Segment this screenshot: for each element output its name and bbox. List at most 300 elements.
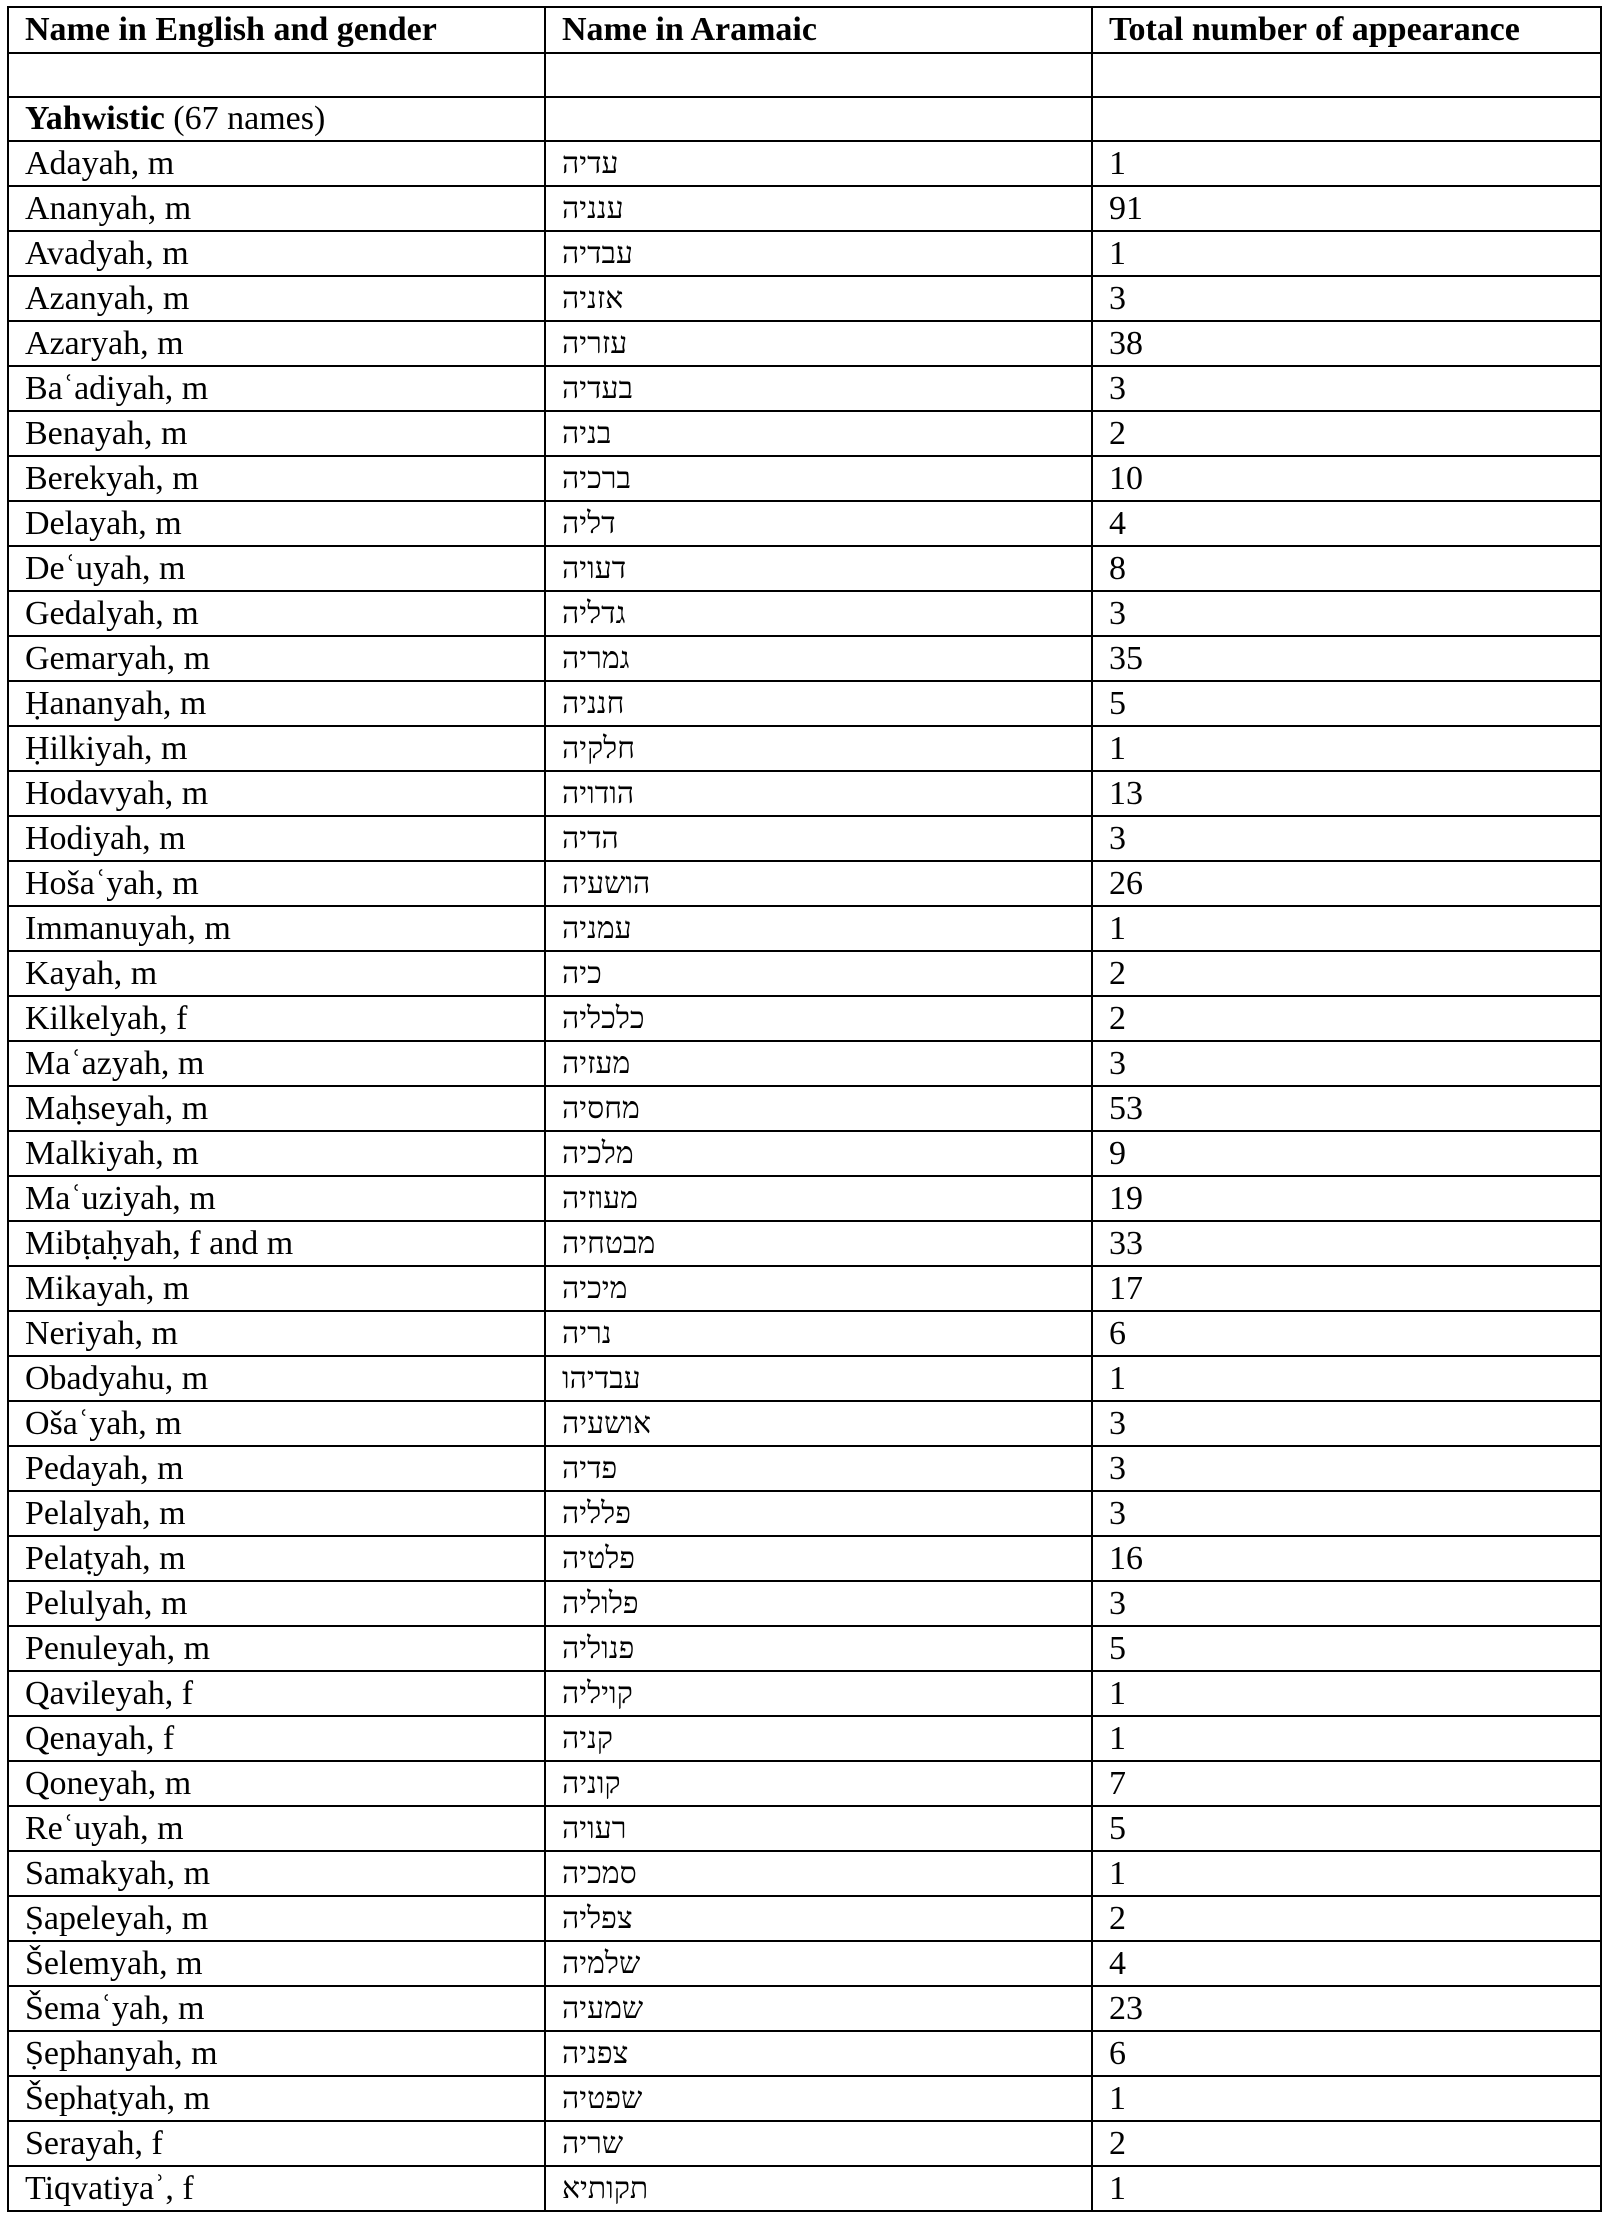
count-cell — [1092, 2121, 1601, 2166]
aramaic-name: עבדיהו — [562, 1361, 641, 1396]
count: 1 — [1109, 234, 1126, 272]
count-cell — [1092, 951, 1601, 996]
aramaic-name-cell — [545, 2076, 1092, 2121]
english-name-cell — [8, 996, 545, 1041]
english-name: Qoneyah, m — [25, 1764, 192, 1802]
count: 1 — [1109, 1674, 1126, 1712]
english-name: Adayah, m — [25, 144, 175, 182]
english-name-cell — [8, 186, 545, 231]
count: 5 — [1109, 1809, 1126, 1847]
aramaic-name: חנניה — [562, 686, 625, 721]
count: 5 — [1109, 1629, 1126, 1667]
count-cell — [1092, 1311, 1601, 1356]
english-name-cell — [8, 1131, 545, 1176]
count: 33 — [1109, 1224, 1143, 1262]
aramaic-name: שפטיה — [562, 2081, 643, 2116]
count-cell — [1092, 1491, 1601, 1536]
count-cell — [1092, 1716, 1601, 1761]
aramaic-name: אושעיה — [562, 1406, 652, 1441]
count: 4 — [1109, 1944, 1126, 1982]
aramaic-name: סמכיה — [562, 1856, 637, 1891]
header-english-name: Name in English and gender — [8, 7, 545, 53]
count-cell — [1092, 501, 1601, 546]
count-cell — [1092, 231, 1601, 276]
english-name: Hodavyah, m — [25, 774, 209, 812]
table-row — [8, 1761, 1601, 1806]
english-name-cell — [8, 1896, 545, 1941]
english-name-cell — [8, 2076, 545, 2121]
table-row — [8, 636, 1601, 681]
table-row — [8, 1266, 1601, 1311]
english-name-cell — [8, 2166, 545, 2211]
english-name-cell — [8, 1446, 545, 1491]
aramaic-name: דליה — [562, 506, 616, 541]
aramaic-name: פלוליה — [562, 1586, 639, 1621]
english-name: Samakyah, m — [25, 1854, 211, 1892]
english-name: Immanuyah, m — [25, 909, 231, 947]
count: 1 — [1109, 1719, 1126, 1757]
count-cell — [1092, 1806, 1601, 1851]
aramaic-name-cell — [545, 1536, 1092, 1581]
aramaic-name-cell — [545, 321, 1092, 366]
aramaic-name: כלכליה — [562, 1001, 645, 1036]
count-cell — [1092, 1581, 1601, 1626]
english-name-cell — [8, 771, 545, 816]
english-name: Serayah, f — [25, 2124, 163, 2162]
english-name: Maʿazyah, m — [25, 1044, 205, 1082]
english-name: Delayah, m — [25, 504, 182, 542]
aramaic-name-cell — [545, 546, 1092, 591]
english-name-cell — [8, 546, 545, 591]
table-row — [8, 231, 1601, 276]
table-row — [8, 1131, 1601, 1176]
english-name: Hošaʿyah, m — [25, 864, 199, 902]
table-row — [8, 1311, 1601, 1356]
table-row — [8, 141, 1601, 186]
count-cell — [1092, 1041, 1601, 1086]
count: 26 — [1109, 864, 1143, 902]
count-cell — [1092, 1446, 1601, 1491]
count: 1 — [1109, 729, 1126, 767]
count-cell — [1092, 681, 1601, 726]
english-name: Deʿuyah, m — [25, 549, 186, 587]
count: 1 — [1109, 2169, 1126, 2207]
count: 2 — [1109, 1899, 1126, 1937]
english-name: Tiqvatiyaʾ, f — [25, 2169, 194, 2207]
aramaic-name: מחסיה — [562, 1091, 640, 1126]
table-row — [8, 276, 1601, 321]
aramaic-name: פנוליה — [562, 1631, 635, 1666]
english-name: Pelalyah, m — [25, 1494, 186, 1532]
count: 2 — [1109, 414, 1126, 452]
english-name: Kayah, m — [25, 954, 158, 992]
count: 2 — [1109, 999, 1126, 1037]
english-name-cell — [8, 321, 545, 366]
english-name: Avadyah, m — [25, 234, 189, 272]
english-name-cell — [8, 456, 545, 501]
count: 6 — [1109, 2034, 1126, 2072]
table-row — [8, 1716, 1601, 1761]
count: 7 — [1109, 1764, 1126, 1802]
english-name-cell — [8, 726, 545, 771]
aramaic-name-cell — [545, 1086, 1092, 1131]
count: 3 — [1109, 1449, 1126, 1487]
aramaic-name-cell — [545, 996, 1092, 1041]
table-row — [8, 906, 1601, 951]
aramaic-name-cell — [545, 636, 1092, 681]
aramaic-name: פלטיה — [562, 1541, 635, 1576]
english-name: Šelemyah, m — [25, 1944, 203, 1982]
table-row — [8, 1491, 1601, 1536]
count-cell — [1092, 771, 1601, 816]
english-name-cell — [8, 231, 545, 276]
aramaic-name-cell — [545, 2166, 1092, 2211]
english-name-cell — [8, 1851, 545, 1896]
english-name: Benayah, m — [25, 414, 188, 452]
section-title: Yahwistic — [25, 100, 165, 137]
table-row — [8, 501, 1601, 546]
count-cell — [1092, 1671, 1601, 1716]
table-row — [8, 1086, 1601, 1131]
count: 1 — [1109, 2079, 1126, 2117]
aramaic-name-cell — [545, 276, 1092, 321]
english-name-cell — [8, 141, 545, 186]
english-name-cell — [8, 2031, 545, 2076]
count: 5 — [1109, 684, 1126, 722]
english-name: Pelulyah, m — [25, 1584, 188, 1622]
english-name-cell — [8, 861, 545, 906]
count: 3 — [1109, 279, 1126, 317]
count-cell — [1092, 1086, 1601, 1131]
table-row — [8, 411, 1601, 456]
english-name: Pelaṭyah, m — [25, 1539, 186, 1577]
count-cell — [1092, 1356, 1601, 1401]
count-cell — [1092, 1401, 1601, 1446]
table-row — [8, 321, 1601, 366]
section-title-cell — [8, 97, 545, 141]
aramaic-name-cell — [545, 1806, 1092, 1851]
count: 10 — [1109, 459, 1143, 497]
count-cell — [1092, 816, 1601, 861]
count-cell — [1092, 2031, 1601, 2076]
aramaic-name: מבטחיה — [562, 1226, 656, 1261]
aramaic-name: פדיה — [562, 1451, 618, 1486]
empty-cell — [1092, 53, 1601, 97]
count-cell — [1092, 591, 1601, 636]
english-name: Kilkelyah, f — [25, 999, 188, 1037]
english-name-cell — [8, 1536, 545, 1581]
count: 3 — [1109, 819, 1126, 857]
aramaic-name-cell — [545, 1266, 1092, 1311]
count-cell — [1092, 411, 1601, 456]
aramaic-name-cell — [545, 906, 1092, 951]
english-name: Qavileyah, f — [25, 1674, 194, 1712]
count-cell — [1092, 1266, 1601, 1311]
aramaic-name-cell — [545, 1896, 1092, 1941]
aramaic-name: עדיה — [562, 146, 619, 181]
count-cell — [1092, 321, 1601, 366]
english-name-cell — [8, 1311, 545, 1356]
count: 1 — [1109, 144, 1126, 182]
aramaic-name: עבדיה — [562, 236, 633, 271]
english-name: Gemaryah, m — [25, 639, 211, 677]
count: 13 — [1109, 774, 1143, 812]
table-row — [8, 1896, 1601, 1941]
aramaic-name: ברכיה — [562, 461, 631, 496]
aramaic-name-cell — [545, 231, 1092, 276]
english-name: Maḥseyah, m — [25, 1089, 209, 1127]
count: 1 — [1109, 909, 1126, 947]
english-name-cell — [8, 1086, 545, 1131]
aramaic-name-cell — [545, 186, 1092, 231]
count: 3 — [1109, 594, 1126, 632]
count: 3 — [1109, 1494, 1126, 1532]
aramaic-name-cell — [545, 1851, 1092, 1896]
empty-row — [8, 53, 1601, 97]
table-row — [8, 366, 1601, 411]
table-row — [8, 1581, 1601, 1626]
aramaic-name: שלמיה — [562, 1946, 641, 1981]
count: 3 — [1109, 1044, 1126, 1082]
english-name: Qenayah, f — [25, 1719, 175, 1757]
count: 3 — [1109, 1404, 1126, 1442]
aramaic-name-cell — [545, 1716, 1092, 1761]
header-aramaic-name: Name in Aramaic — [545, 7, 1092, 53]
table-row — [8, 1176, 1601, 1221]
english-name: Ošaʿyah, m — [25, 1404, 182, 1442]
empty-cell — [8, 53, 545, 97]
count-cell — [1092, 996, 1601, 1041]
english-name: Ṣapeleyah, m — [25, 1899, 209, 1937]
aramaic-name: חלקיה — [562, 731, 635, 766]
aramaic-name-cell — [545, 1401, 1092, 1446]
count-cell — [1092, 1626, 1601, 1671]
english-name: Mikayah, m — [25, 1269, 190, 1307]
english-name: Šemaʿyah, m — [25, 1989, 205, 2027]
count-cell — [1092, 186, 1601, 231]
count-cell — [1092, 1761, 1601, 1806]
aramaic-name: הדיה — [562, 821, 619, 856]
aramaic-name-cell — [545, 501, 1092, 546]
count-cell — [1092, 861, 1601, 906]
english-name: Malkiyah, m — [25, 1134, 199, 1172]
english-name-cell — [8, 1986, 545, 2031]
count-cell — [1092, 1986, 1601, 2031]
english-name: Ḥananyah, m — [25, 684, 207, 722]
table-row — [8, 1221, 1601, 1266]
aramaic-name-cell — [545, 1311, 1092, 1356]
section-note: (67 names) — [173, 100, 326, 137]
count-cell — [1092, 1896, 1601, 1941]
aramaic-name: פלליה — [562, 1496, 631, 1531]
count-cell — [1092, 2166, 1601, 2211]
count-cell — [1092, 366, 1601, 411]
english-name-cell — [8, 1761, 545, 1806]
count-cell — [1092, 1536, 1601, 1581]
table-row — [8, 816, 1601, 861]
count: 23 — [1109, 1989, 1143, 2027]
english-name-cell — [8, 681, 545, 726]
table-row — [8, 1401, 1601, 1446]
english-name-cell — [8, 1626, 545, 1671]
count-cell — [1092, 1851, 1601, 1896]
count: 38 — [1109, 324, 1143, 362]
aramaic-name: הודויה — [562, 776, 635, 811]
aramaic-name-cell — [545, 1581, 1092, 1626]
count-cell — [1092, 2076, 1601, 2121]
english-name-cell — [8, 636, 545, 681]
count: 4 — [1109, 504, 1126, 542]
english-name: Gedalyah, m — [25, 594, 199, 632]
table-row — [8, 1671, 1601, 1716]
english-name-cell — [8, 366, 545, 411]
table-row — [8, 546, 1601, 591]
table-row — [8, 2121, 1601, 2166]
aramaic-name-cell — [545, 1221, 1092, 1266]
header-total-count: Total number of appearance — [1092, 7, 1601, 53]
english-name-cell — [8, 1401, 545, 1446]
english-name: Ananyah, m — [25, 189, 192, 227]
english-name: Hodiyah, m — [25, 819, 186, 857]
aramaic-name: גמריה — [562, 641, 630, 676]
aramaic-name: נריה — [562, 1316, 612, 1351]
aramaic-name: קניה — [562, 1721, 613, 1756]
aramaic-name: בניה — [562, 416, 612, 451]
table-row — [8, 456, 1601, 501]
english-name-cell — [8, 816, 545, 861]
english-name: Azanyah, m — [25, 279, 190, 317]
english-name-cell — [8, 1356, 545, 1401]
english-name: Mibṭaḥyah, f and m — [25, 1224, 294, 1262]
aramaic-name: הושעיה — [562, 866, 651, 901]
aramaic-name-cell — [545, 2121, 1092, 2166]
english-name-cell — [8, 1941, 545, 1986]
count-cell — [1092, 1221, 1601, 1266]
aramaic-name-cell — [545, 816, 1092, 861]
english-name-cell — [8, 501, 545, 546]
count-cell — [1092, 1176, 1601, 1221]
aramaic-name-cell — [545, 1491, 1092, 1536]
aramaic-name-cell — [545, 681, 1092, 726]
count-cell — [1092, 546, 1601, 591]
table-row — [8, 771, 1601, 816]
english-name-cell — [8, 1176, 545, 1221]
table-row — [8, 591, 1601, 636]
count-cell — [1092, 1131, 1601, 1176]
aramaic-name-cell — [545, 861, 1092, 906]
aramaic-name: מעזיה — [562, 1046, 631, 1081]
aramaic-name: צפניה — [562, 2036, 629, 2071]
empty-cell — [545, 97, 1092, 141]
aramaic-name-cell — [545, 771, 1092, 816]
count: 2 — [1109, 2124, 1126, 2162]
english-name-cell — [8, 1806, 545, 1851]
english-name: Ḥilkiyah, m — [25, 729, 188, 767]
english-name-cell — [8, 411, 545, 456]
aramaic-name-cell — [545, 1176, 1092, 1221]
table-row — [8, 2166, 1601, 2211]
count: 2 — [1109, 954, 1126, 992]
english-name: Pedayah, m — [25, 1449, 184, 1487]
aramaic-name: קוניה — [562, 1766, 621, 1801]
header-row — [8, 7, 1601, 53]
count: 3 — [1109, 369, 1126, 407]
table-row — [8, 1806, 1601, 1851]
table-row — [8, 2076, 1601, 2121]
aramaic-name-cell — [545, 591, 1092, 636]
aramaic-name-cell — [545, 951, 1092, 996]
english-name-cell — [8, 2121, 545, 2166]
count-cell — [1092, 276, 1601, 321]
english-name: Obadyahu, m — [25, 1359, 209, 1397]
aramaic-name: בעדיה — [562, 371, 633, 406]
table-row — [8, 681, 1601, 726]
english-name-cell — [8, 276, 545, 321]
count: 9 — [1109, 1134, 1126, 1172]
table-row — [8, 951, 1601, 996]
aramaic-name-cell — [545, 726, 1092, 771]
aramaic-name-cell — [545, 1131, 1092, 1176]
english-name-cell — [8, 906, 545, 951]
aramaic-name-cell — [545, 366, 1092, 411]
count: 53 — [1109, 1089, 1143, 1127]
table-row — [8, 2031, 1601, 2076]
english-name: Neriyah, m — [25, 1314, 178, 1352]
count: 91 — [1109, 189, 1143, 227]
english-name-cell — [8, 1716, 545, 1761]
aramaic-name: עזריה — [562, 326, 628, 361]
count: 19 — [1109, 1179, 1143, 1217]
count: 8 — [1109, 549, 1126, 587]
english-name-cell — [8, 591, 545, 636]
aramaic-name: גדליה — [562, 596, 626, 631]
aramaic-name-cell — [545, 1356, 1092, 1401]
english-name-cell — [8, 1671, 545, 1716]
english-name: Maʿuziyah, m — [25, 1179, 216, 1217]
table-row — [8, 1986, 1601, 2031]
count: 16 — [1109, 1539, 1143, 1577]
table-row — [8, 861, 1601, 906]
count: 17 — [1109, 1269, 1143, 1307]
aramaic-name-cell — [545, 2031, 1092, 2076]
aramaic-name-cell — [545, 1446, 1092, 1491]
english-name-cell — [8, 1221, 545, 1266]
table-row — [8, 996, 1601, 1041]
english-name-cell — [8, 1491, 545, 1536]
table-row — [8, 1851, 1601, 1896]
english-name: Berekyah, m — [25, 459, 199, 497]
count: 3 — [1109, 1584, 1126, 1622]
section-row-yahwistic — [8, 97, 1601, 141]
aramaic-name-cell — [545, 1941, 1092, 1986]
count: 1 — [1109, 1359, 1126, 1397]
aramaic-name: רעויה — [562, 1811, 627, 1846]
aramaic-name: כיה — [562, 956, 602, 991]
aramaic-name-cell — [545, 411, 1092, 456]
aramaic-name: ענניה — [562, 191, 624, 226]
table-row — [8, 1356, 1601, 1401]
english-name: Ṣephanyah, m — [25, 2034, 218, 2072]
aramaic-name-cell — [545, 1671, 1092, 1716]
table-row — [8, 1446, 1601, 1491]
table-row — [8, 1536, 1601, 1581]
english-name: Reʿuyah, m — [25, 1809, 184, 1847]
count-cell — [1092, 141, 1601, 186]
table-row — [8, 1941, 1601, 1986]
english-name: Azaryah, m — [25, 324, 184, 362]
aramaic-name-cell — [545, 141, 1092, 186]
count-cell — [1092, 456, 1601, 501]
